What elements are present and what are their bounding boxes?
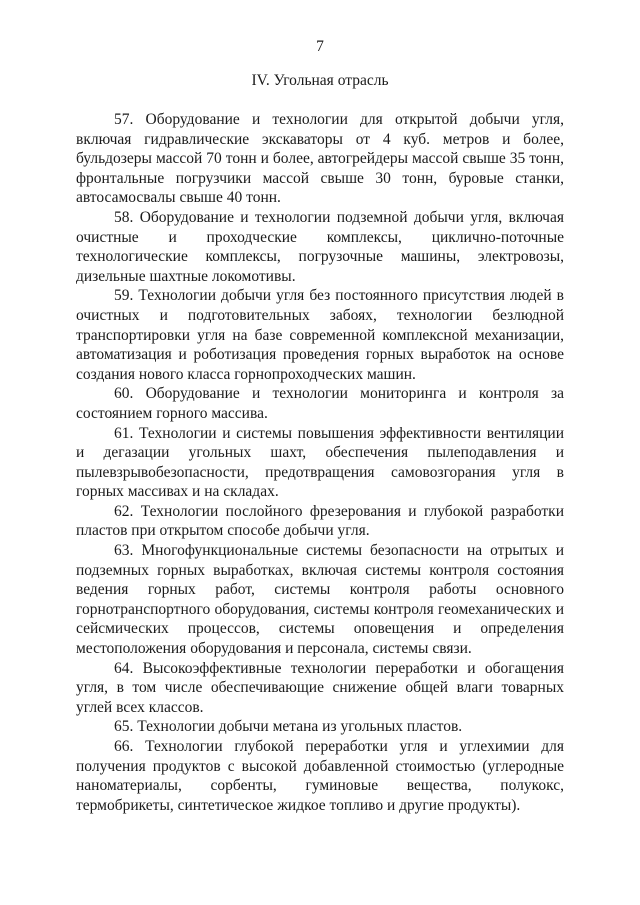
paragraph-59: 59. Технологии добычи угля без постоянного присутствия людей в очистных и подготовительных забоях, технологии безлюдной транспортировки угля на базе современной комплексной механизации, автоматизация и роботизация проведения горных выработок на основе создания нового класса горнопроходческих машин. (76, 287, 564, 383)
page-number: 7 (316, 38, 324, 55)
paragraph-64: 64. Высокоэффективные технологии переработки и обогащения угля, в том числе обеспечивающие снижение общей влаги товарных углей всех классов. (76, 659, 564, 716)
paragraph-57: 57. Оборудование и технологии для открытой добычи угля, включая гидравлические экскаваторы от 4 куб. метров и более, бульдозеры массой 70 тонн и более, автогрейдеры массой свыше 35 тонн, фронтальные погрузчики массой свыше 30 тонн, буровые станки, автосамосвалы свыше 40 тонн. (76, 111, 564, 207)
document-body (76, 110, 564, 815)
paragraph-60: 60. Оборудование и технологии мониторинга и контроля за состоянием горного массива. (76, 385, 564, 422)
paragraph-66: 66. Технологии глубокой переработки угля и углехимии для получения продуктов с высокой добавленной стоимостью (углеродные наноматериалы, сорбенты, гуминовые вещества, полукокс, термобрикеты, синтетическое жидкое топливо и другие продукты). (76, 738, 564, 814)
paragraph-61: 61. Технологии и системы повышения эффективности вентиляции и дегазации угольных шахт, обеспечения пылеподавления и пылевзрывобезопасности, предотвращения самовозгорания угля в горных массивах и на складах. (76, 424, 564, 501)
paragraph-58: 58. Оборудование и технологии подземной добычи угля, включая очистные и проходческие комплексы, циклично-поточные технологические комплексы, погрузочные машины, электровозы, дизельные шахтные локомотивы. (76, 208, 564, 285)
paragraph-63: 63. Многофункциональные системы безопасности на отрытых и подземных горных выработках, включая системы контроля состояния ведения горных работ, системы контроля работы основного горнотранспортного оборудования, системы контроля геомеханических и сейсмических процессов, системы оповещения и определения местоположения оборудования и персонала, системы связи. (76, 542, 564, 658)
section-title: IV. Угольная отрасль (251, 72, 389, 89)
paragraph-65: 65. Технологии добычи метана из угольных пластов. (114, 718, 463, 736)
paragraph-62: 62. Технологии послойного фрезерования и глубокой разработки пластов при открытом способе добычи угля. (76, 502, 564, 540)
